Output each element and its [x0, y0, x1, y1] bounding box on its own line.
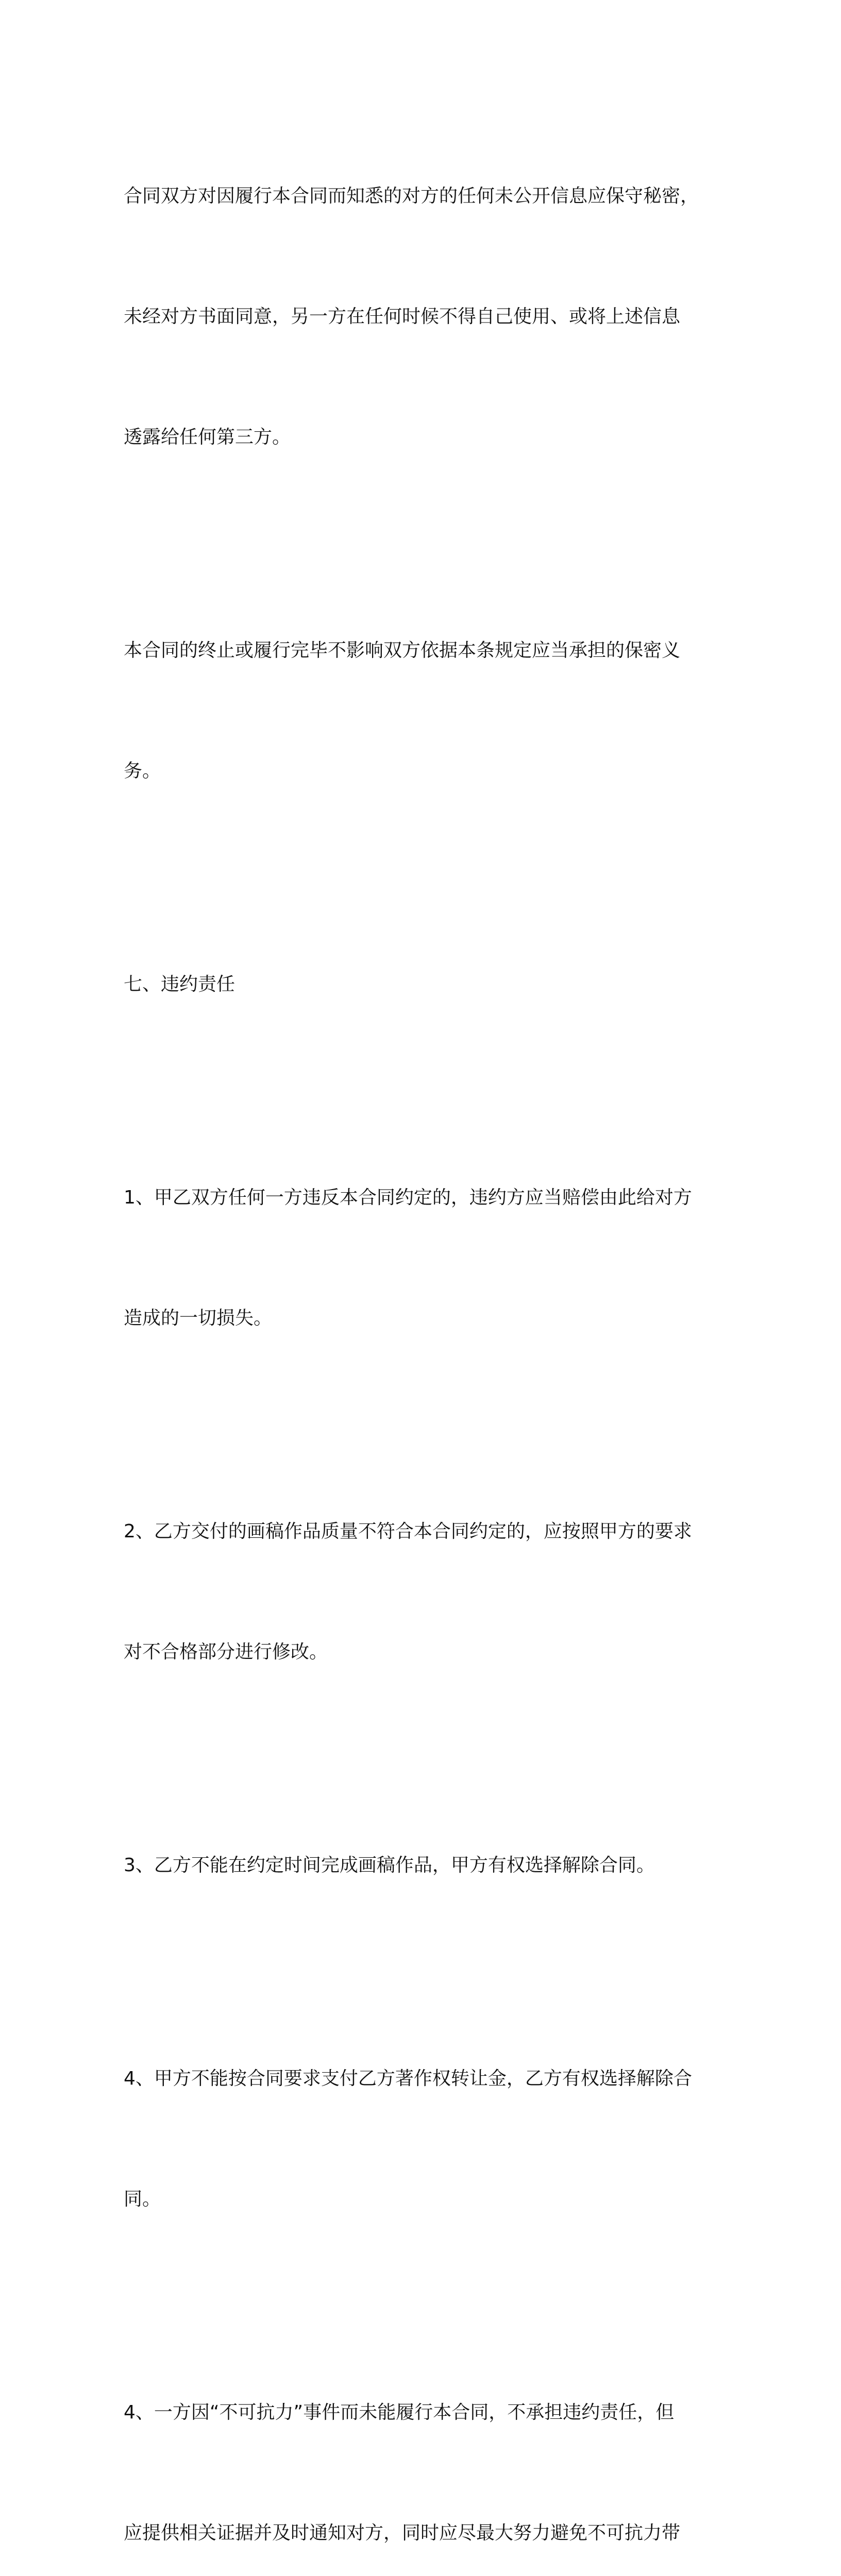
paragraph-breach-item-1	[124, 1097, 716, 1419]
text-line: 务。	[124, 760, 161, 782]
paragraph-breach-item-2	[124, 1431, 716, 1753]
paragraph-breach-item-4b	[124, 2312, 716, 2576]
text-line: 透露给任何第三方。	[124, 427, 291, 448]
text-line: 应提供相关证据并及时通知对方，同时应尽最大努力避免不可抗力带	[124, 2522, 681, 2544]
document-body	[124, 96, 716, 2576]
paragraph-breach-item-3	[124, 1765, 716, 1966]
text-line: 未经对方书面同意，另一方在任何时候不得自己使用、或将上述信息	[124, 306, 681, 327]
section-heading-breach	[124, 884, 716, 1085]
text-line: 3、乙方不能在约定时间完成画稿作品，甲方有权选择解除合同。	[124, 1855, 655, 1876]
text-line: 本合同的终止或履行完毕不影响双方依据本条规定应当承担的保密义	[124, 640, 681, 661]
paragraph-termination-confidentiality	[124, 550, 716, 872]
heading-text: 七、违约责任	[124, 974, 236, 995]
text-line: 1、甲乙双方任何一方违反本合同约定的，违约方应当赔偿由此给对方	[124, 1187, 692, 1208]
text-line: 4、一方因“不可抗力”事件而未能履行本合同，不承担违约责任，但	[124, 2402, 675, 2423]
paragraph-breach-item-4a	[124, 1978, 716, 2300]
text-line: 2、乙方交付的画稿作品质量不符合本合同约定的，应按照甲方的要求	[124, 1521, 692, 1542]
text-line: 造成的一切损失。	[124, 1308, 273, 1329]
text-line: 对不合格部分进行修改。	[124, 1641, 328, 1663]
text-line: 同。	[124, 2189, 161, 2210]
text-line: 合同双方对因履行本合同而知悉的对方的任何未公开信息应保守秘密，	[124, 185, 699, 207]
paragraph-confidentiality	[124, 96, 716, 538]
text-line: 4、甲方不能按合同要求支付乙方著作权转让金，乙方有权选择解除合	[124, 2068, 692, 2089]
